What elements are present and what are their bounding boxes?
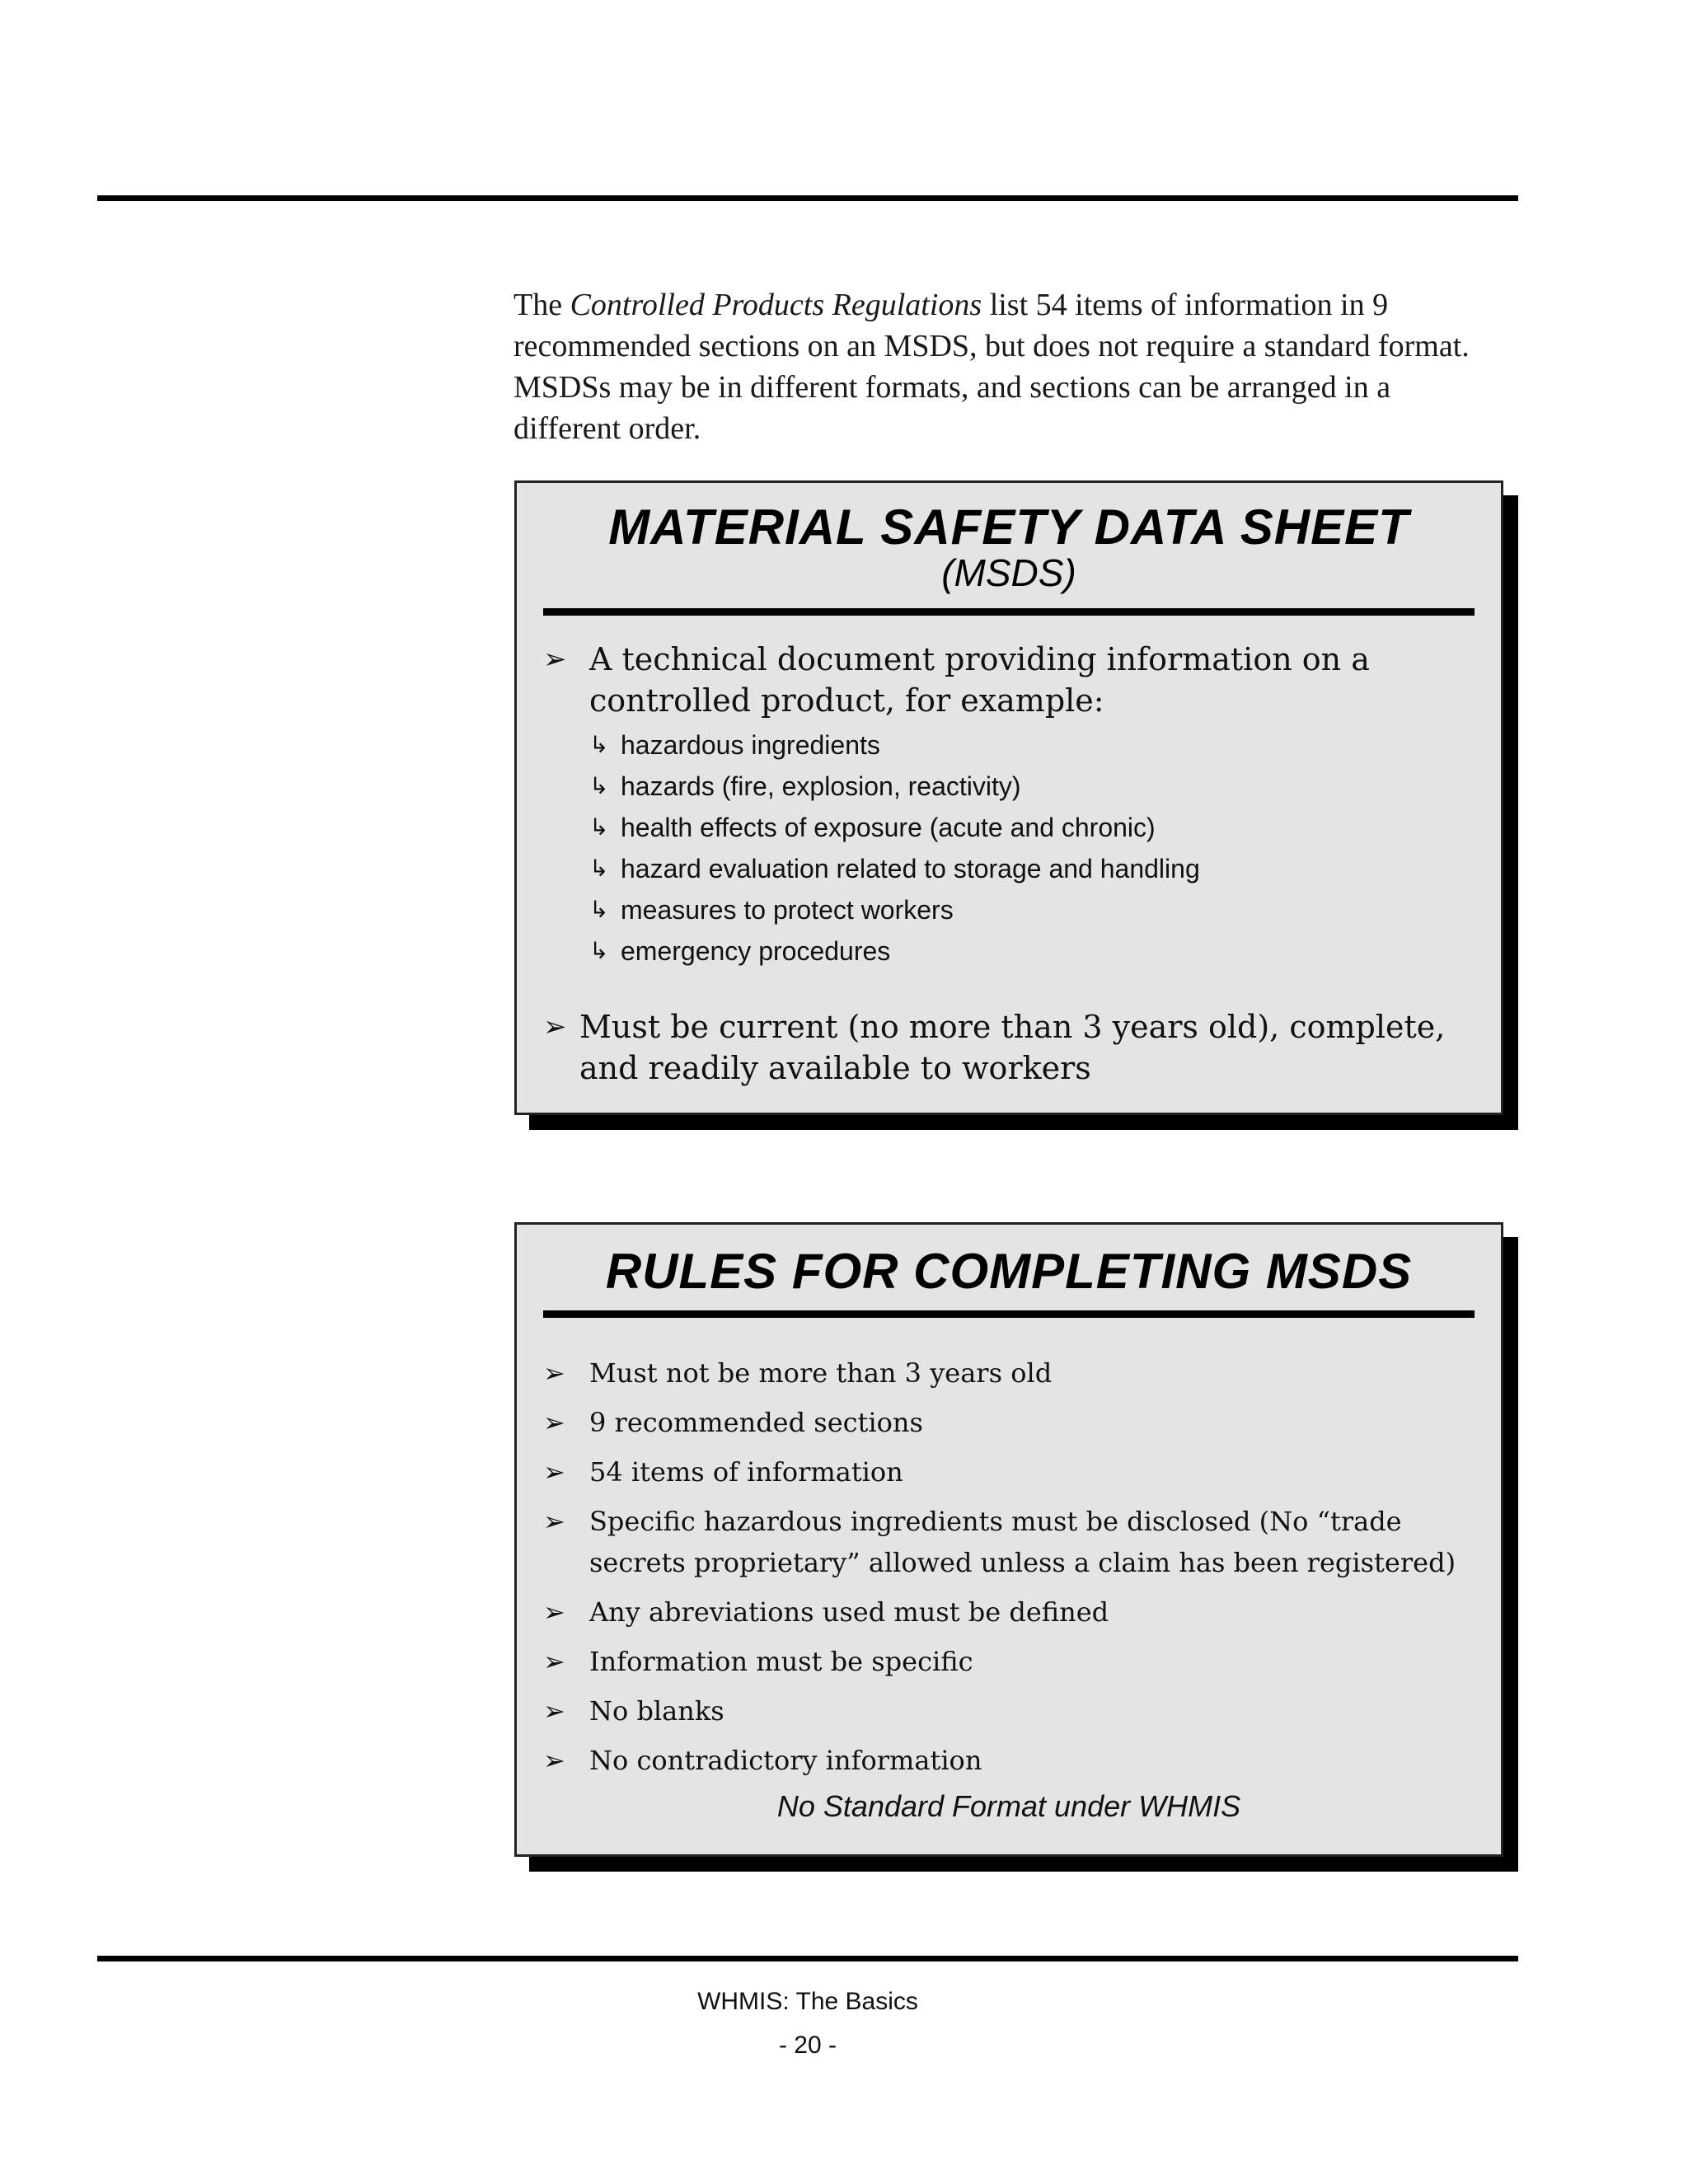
msds-example-item-text: hazards (fire, explosion, reactivity)	[621, 771, 1021, 801]
msds-box	[514, 480, 1503, 1115]
msds-example-item-text: health effects of exposure (acute and chronic)	[621, 813, 1156, 842]
right-arrowhead-icon: ➢	[543, 1357, 565, 1389]
right-arrowhead-icon: ➢	[543, 1745, 565, 1776]
footer-title: WHMIS: The Basics	[697, 1988, 918, 2015]
msds-box-title: MATERIAL SAFETY DATA SHEET	[608, 499, 1409, 555]
right-arrowhead-icon: ➢	[543, 1506, 565, 1537]
rule-item	[517, 1402, 1501, 1443]
intro-prefix: The	[513, 288, 570, 322]
rule-item-text: Any abreviations used must be defined	[589, 1596, 1109, 1628]
msds-example-item	[589, 807, 1501, 848]
right-arrowhead-icon: ➢	[543, 1695, 565, 1727]
page-number: - 20 -	[778, 2032, 837, 2059]
rules-box-title: RULES FOR COMPLETING MSDS	[605, 1244, 1413, 1299]
right-arrowhead-icon: ➢	[543, 1456, 565, 1488]
right-arrowhead-icon: ➢	[543, 1407, 565, 1438]
rules-list	[517, 1352, 1501, 1781]
corner-arrow-icon: ↳	[589, 731, 609, 758]
intro-paragraph	[513, 284, 1486, 449]
msds-example-item-text: emergency procedures	[621, 936, 891, 966]
rule-item-text: Information must be specific	[589, 1646, 973, 1677]
rule-item	[517, 1740, 1501, 1781]
rule-item	[517, 1451, 1501, 1493]
msds-example-item	[589, 724, 1501, 766]
msds-example-item	[589, 889, 1501, 930]
msds-example-item-text: hazard evaluation related to storage and handling	[621, 854, 1200, 883]
rule-item-text: Specific hazardous ingredients must be disclosed (No “trade secrets proprietary” allowed unless a claim has been registered)	[589, 1506, 1456, 1578]
intro-text: list 54 items of information in 9 recommended sections on an MSDS, but does not require a standard format. MSDSs may be in different formats, and sections can be arranged in a different order.	[513, 288, 1470, 446]
right-arrowhead-icon: ➢	[543, 1646, 565, 1677]
rule-item-text: 9 recommended sections	[589, 1407, 923, 1438]
rules-box	[514, 1222, 1503, 1857]
rule-item	[517, 1591, 1501, 1633]
msds-example-item	[589, 930, 1501, 972]
rule-item-text: Must not be more than 3 years old	[589, 1357, 1053, 1389]
msds-box-subtitle: (MSDS)	[941, 551, 1076, 594]
msds-divider	[543, 608, 1475, 616]
corner-arrow-icon: ↳	[589, 772, 609, 799]
rule-item-text: 54 items of information	[589, 1456, 903, 1488]
msds-example-list	[517, 724, 1501, 972]
rule-item	[517, 1352, 1501, 1394]
rules-divider	[543, 1310, 1475, 1318]
rule-item-text: No contradictory information	[589, 1745, 982, 1776]
right-arrowhead-icon: ➢	[543, 1596, 565, 1628]
msds-bullet-definition	[517, 639, 1501, 721]
msds-bullet-requirement-text: Must be current (no more than 3 years old), complete, and readily available to workers	[579, 1009, 1446, 1086]
msds-example-item	[589, 766, 1501, 807]
msds-bullet-requirement	[517, 1006, 1501, 1089]
corner-arrow-icon: ↳	[589, 896, 609, 923]
rule-item	[517, 1641, 1501, 1682]
right-arrowhead-icon: ➢	[543, 643, 567, 676]
corner-arrow-icon: ↳	[589, 855, 609, 882]
corner-arrow-icon: ↳	[589, 813, 609, 841]
msds-example-item	[589, 848, 1501, 889]
right-arrowhead-icon: ➢	[543, 1010, 567, 1043]
bottom-rule	[97, 1956, 1518, 1961]
top-rule	[97, 195, 1518, 201]
msds-example-item-text: hazardous ingredients	[621, 730, 880, 760]
corner-arrow-icon: ↳	[589, 937, 609, 964]
msds-bullet-definition-text: A technical document providing information on a controlled product, for example:	[589, 641, 1370, 719]
msds-example-item-text: measures to protect workers	[621, 895, 954, 925]
rule-item	[517, 1690, 1501, 1732]
rule-item-text: No blanks	[589, 1695, 724, 1727]
rule-item	[517, 1501, 1501, 1583]
regulations-title: Controlled Products Regulations	[570, 288, 982, 322]
rules-note: No Standard Format under WHMIS	[776, 1789, 1241, 1823]
